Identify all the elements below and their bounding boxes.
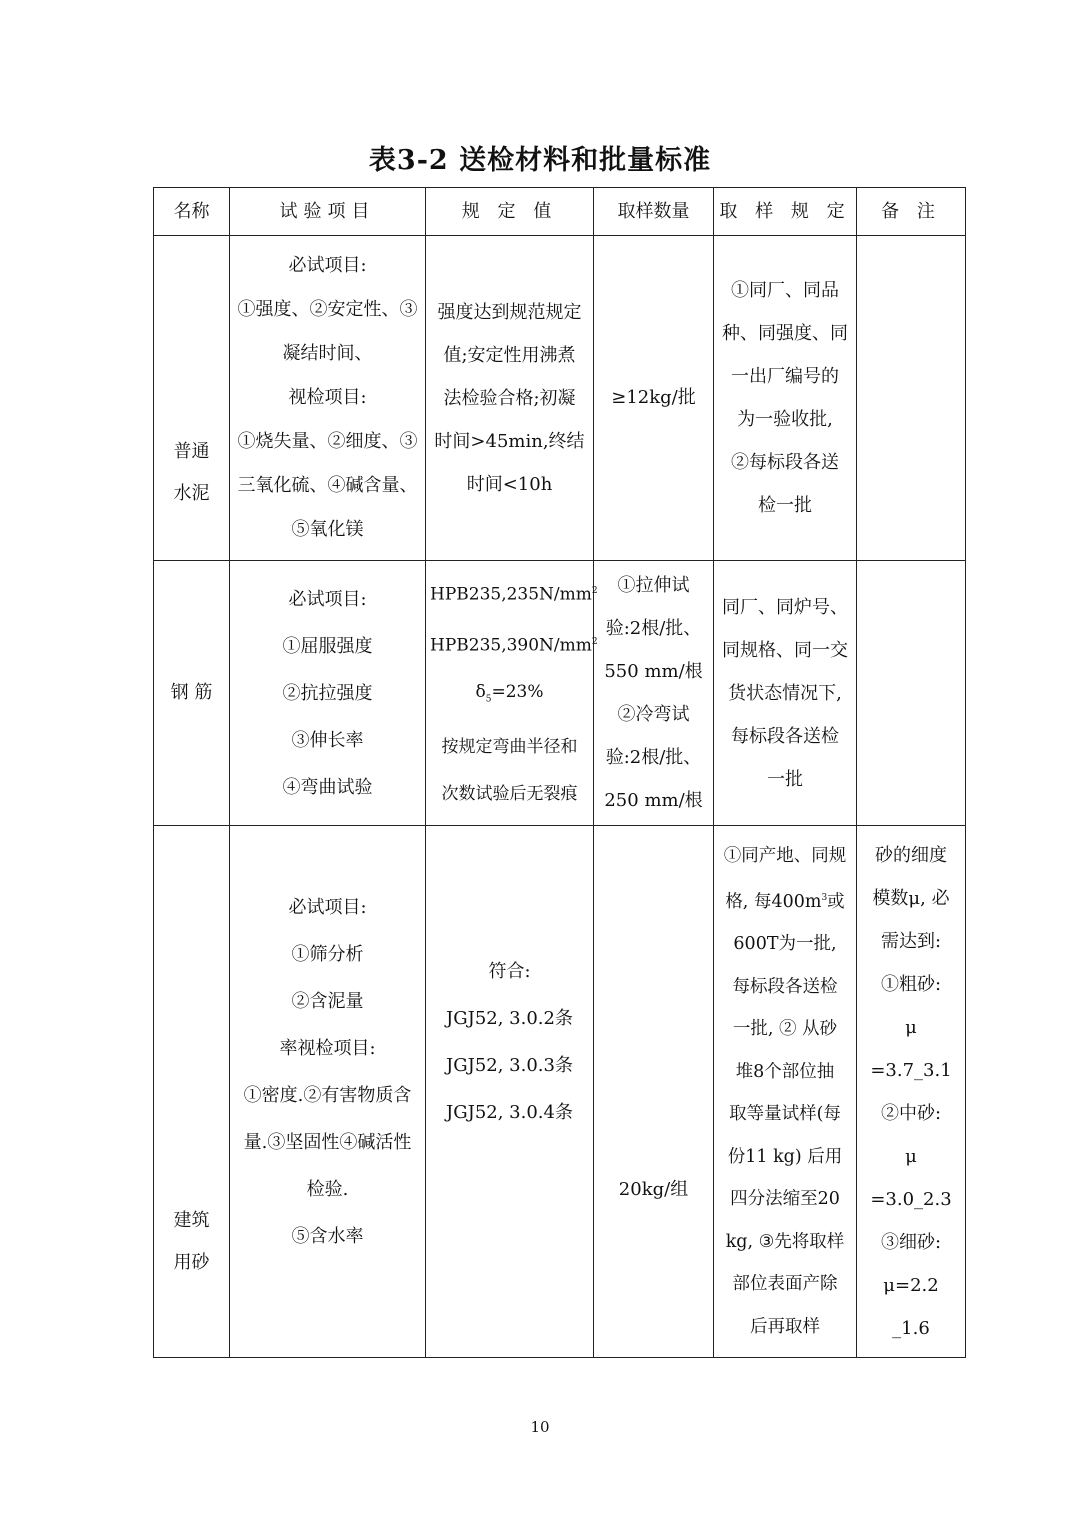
sampling-rules: ①同厂、同品 种、同强度、同 一出厂编号的 为一验收批, ②每标段各送 检一批 <box>714 236 857 561</box>
remarks <box>857 561 966 826</box>
test-items: 必试项目: ①筛分析 ②含泥量 率视检项目: ①密度.②有害物质含 量.③坚固性④碱活性 检验. ⑤含水率 <box>230 826 426 1358</box>
table-row <box>154 826 966 1358</box>
standards-table <box>153 187 966 1358</box>
header-sample-quantity: 取样数量 <box>594 188 714 236</box>
remarks: 砂的细度 模数μ, 必 需达到: ①粗砂: μ =3.7_3.1 ②中砂: μ =3.0_2.3 ③细砂: μ=2.2 _1.6 <box>857 826 966 1358</box>
sampling-rules: 同厂、同炉号、 同规格、同一交 货状态情况下, 每标段各送检 一批 <box>714 561 857 826</box>
table-row <box>154 236 966 561</box>
sample-quantity: ≥12kg/批 <box>594 236 714 561</box>
test-items: 必试项目: ①屈服强度 ②抗拉强度 ③伸长率 ④弯曲试验 <box>230 561 426 826</box>
material-name: 建筑 用砂 <box>154 826 230 1358</box>
specified-value: $HPB235,235N/mm^2$ $HPB235,390N/mm^2$ $\delta_5=23\%$ 按规定弯曲半径和 次数试验后无裂痕 <box>426 561 594 826</box>
material-name: 钢 筋 <box>154 561 230 826</box>
specified-value: 符合: JGJ52, 3.0.2条 JGJ52, 3.0.3条 JGJ52, 3.0.4条 <box>426 826 594 1358</box>
header-test-items: 试验项目 <box>230 188 426 236</box>
page-number: 10 <box>530 1418 550 1436</box>
sample-quantity: 20kg/组 <box>594 826 714 1358</box>
table-title: 表3-2 送检材料和批量标准 <box>368 145 712 176</box>
header-remarks: 备 注 <box>857 188 966 236</box>
sample-quantity: ①拉伸试 验:2根/批、 550 mm/根 ②冷弯试 验:2根/批、 250 mm/根 <box>594 561 714 826</box>
test-items: 必试项目: ①强度、②安定性、③ 凝结时间、 视检项目: ①烧失量、②细度、③ 三氧化硫、④碱含量、 ⑤氧化镁 <box>230 236 426 561</box>
header-sampling-rules: 取 样 规 定 <box>714 188 857 236</box>
sampling-rules: ①同产地、同规 格, 每$400m^3$或 600T为一批, 每标段各送检 一批, ② 从砂 堆8个部位抽 取等量试样(每 份11 kg) 后用 四分法缩至20 kg, ③先将取样 部位表面产除 后再取样 <box>714 826 857 1358</box>
header-row <box>154 188 966 236</box>
header-specified-value: 规 定 值 <box>426 188 594 236</box>
header-name: 名称 <box>154 188 230 236</box>
table-row <box>154 561 966 826</box>
remarks <box>857 236 966 561</box>
specified-value: 强度达到规范规定 值;安定性用沸煮 法检验合格;初凝 时间>45min,终结 时间<10h <box>426 236 594 561</box>
material-name: 普通 水泥 <box>154 236 230 561</box>
